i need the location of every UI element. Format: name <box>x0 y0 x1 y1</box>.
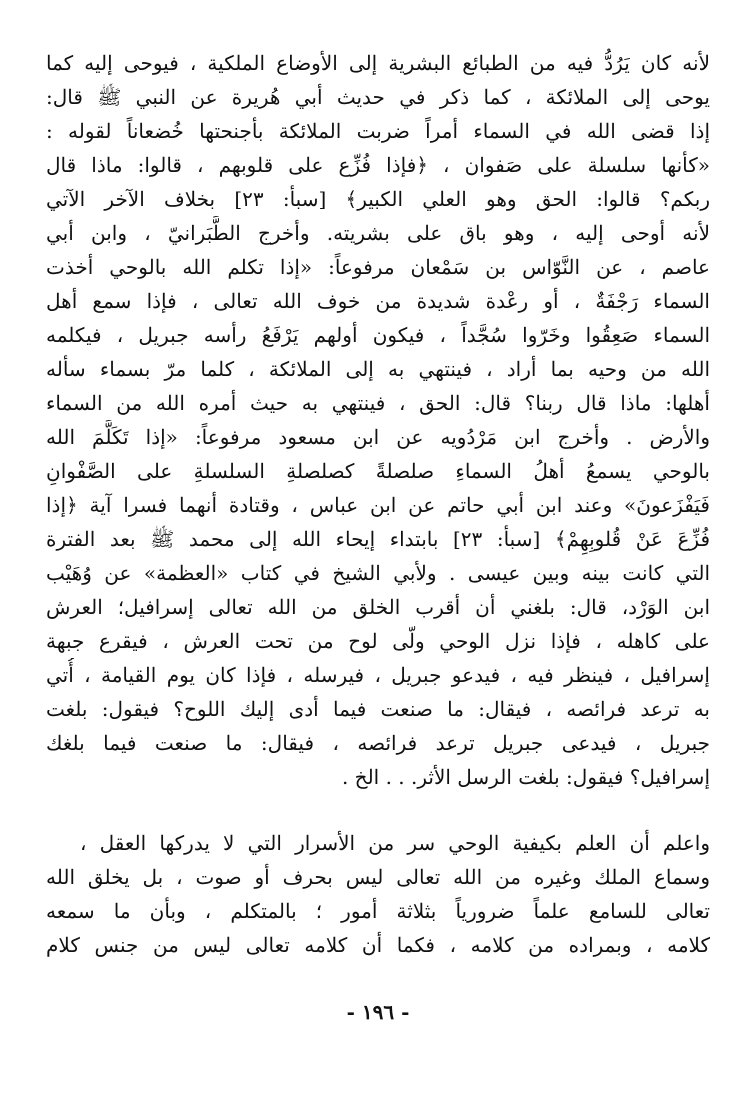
text-line: السماء رَجْفَةٌ ، أو رعْدة شديدة من خوف الله تعالى ، فإذا سمع أهل <box>46 289 710 313</box>
text-line: التي كانت بينه وبين عيسى . ولأبي الشيخ في كتاب «العظمة» عن وُهَيْب <box>46 561 710 585</box>
text-line: والأرض . وأخرج ابن مَرْدُويه عن ابن مسعود مرفوعاً: «إذا تَكَلَّمَ الله <box>46 425 710 449</box>
text-line: إسرافيل ، فينظر فيه ، فيدعو جبريل ، فيرسله ، فإذا كان يوم القيامة ، أُتي <box>46 663 710 687</box>
text-line: «كأنها سلسلة على صَفوان ، ﴿فإذا فُزِّع على قلوبهم ، قالوا: ماذا قال <box>46 153 710 177</box>
page-number: - ١٩٦ - <box>346 1000 410 1024</box>
text-line: كلامه ، وبمراده من كلامه ، فكما أن كلامه تعالى ليس من جنس كلام <box>46 933 710 957</box>
text-line: إذا قضى الله في السماء أمراً ضربت الملائكة بأجنحتها خُضعاناً لقوله : <box>46 119 710 143</box>
text-line: ربكم؟ قالوا: الحق وهو العلي الكبير﴾ [سبأ: ٢٣] بخلاف الآخر الآتي <box>46 187 710 211</box>
text-line: عاصم ، عن النَّوّاس بن سَمْعان مرفوعاً: «إذا تكلم الله بالوحي أخذت <box>46 255 710 279</box>
text-line: السماء صَعِقُوا وخَرّوا سُجَّداً ، فيكون أولهم يَرْفَعُ رأسه جبريل ، فيكلمه <box>46 323 710 347</box>
text-line: على كاهله ، فإذا نزل الوحي ولّى لوح من تحت العرش ، فيقرع جبهة <box>46 629 710 653</box>
text-line: فُزِّعَ عَنْ قُلوبِهِمْ﴾ [سبأ: ٢٣] بابتداء إيحاء الله إلى محمد ﷺ بعد الفترة <box>46 527 710 551</box>
text-line: تعالى للسامع علماً ضرورياً بثلاثة أمور ؛ بالمتكلم ، وبأن ما سمعه <box>46 899 710 923</box>
text-line: يوحى إلى الملائكة ، كما ذكر في حديث أبي هُريرة عن النبي ﷺ قال: <box>46 85 710 109</box>
text-line: به ترعد فرائصه ، فيقال: ما صنعت فيما أدى إليك اللوح؟ فيقول: بلغت <box>46 697 710 721</box>
text-line: لأنه كان يَرُدُّ فيه من الطبائع البشرية إلى الأوضاع الملكية ، فيوحى إليه كما <box>46 51 710 75</box>
text-line: ابن الوَرْد، قال: بلغني أن أقرب الخلق من الله تعالى إسرافيل؛ العرش <box>46 595 710 619</box>
text-line: إسرافيل؟ فيقول: بلغت الرسل الأثر. . . الخ . <box>341 765 710 789</box>
text-line: واعلم أن العلم بكيفية الوحي سر من الأسرار التي لا يدركها العقل ، <box>80 831 710 855</box>
text-line: بالوحي يسمعُ أهلُ السماءِ صلصلةً كصلصلةِ السلسلةِ على الصَّفْوانِ <box>46 459 710 483</box>
text-line: لأنه أوحى إليه ، وهو باق على بشريته. وأخرج الطَّبَرانيّ ، وابن أبي <box>46 221 710 245</box>
text-line: فَيَفْزَعونَ» وعند ابن أبي حاتم عن ابن عباس ، وقتادة أنهما فسرا آية ﴿إذا <box>46 493 710 517</box>
text-line: وسماع الملك وغيره من الله تعالى ليس بحرف أو صوت ، بل يخلق الله <box>46 865 710 889</box>
text-line: جبريل ، فيدعى جبريل ترعد فرائصه ، فيقال: ما صنعت فيما بلغك <box>46 731 710 755</box>
text-line: أهلها: ماذا قال ربنا؟ قال: الحق ، فينتهي به حيث أمره الله من السماء <box>46 391 710 415</box>
text-line: الله من وحيه بما أراد ، فينتهي به إلى الملائكة ، كلما مرّ بسماء سأله <box>46 357 710 381</box>
